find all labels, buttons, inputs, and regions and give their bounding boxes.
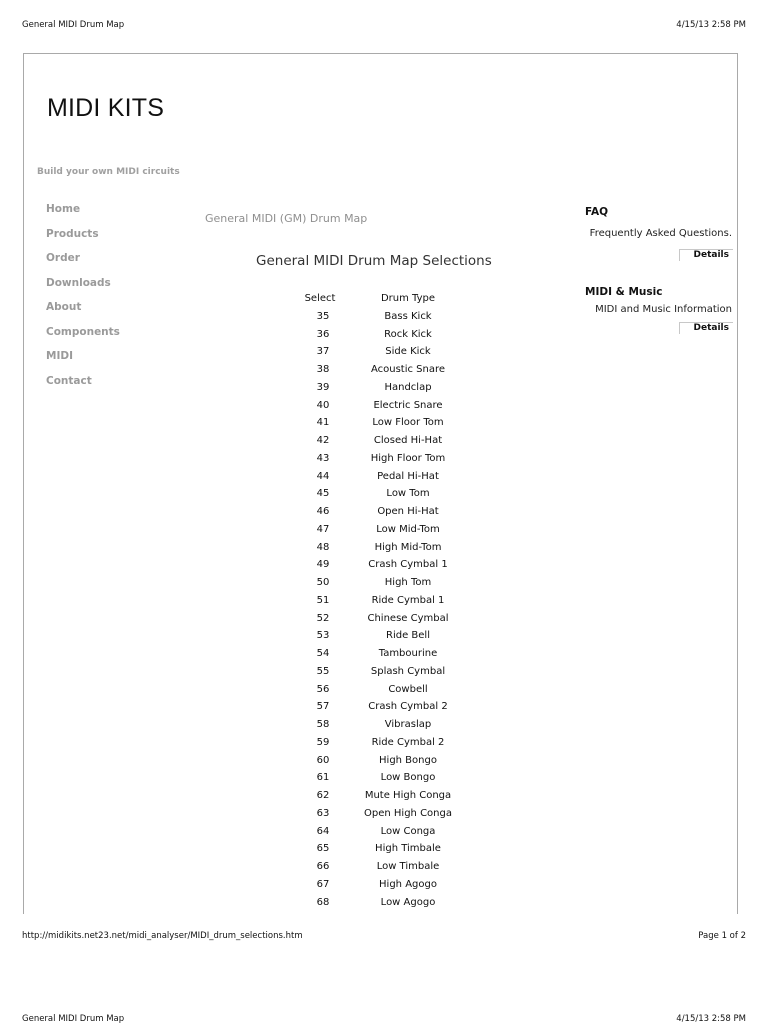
faq-text: Frequently Asked Questions. <box>589 228 732 239</box>
table-row <box>292 681 468 699</box>
drum-map-table <box>292 290 468 911</box>
table-row <box>292 503 468 521</box>
cell-select: 53 <box>316 630 330 642</box>
cell-select: 39 <box>316 381 330 393</box>
cell-drum-type: Side Kick <box>385 346 431 358</box>
cell-drum-type: Vibraslap <box>384 719 432 730</box>
site-tagline: Build your own MIDI circuits <box>37 167 180 177</box>
nav-item-products[interactable]: Products <box>46 227 99 240</box>
cell-select: 57 <box>316 701 330 713</box>
table-row <box>292 521 468 539</box>
page-title: General MIDI (GM) Drum Map <box>205 212 368 225</box>
cell-drum-type: Open High Conga <box>364 807 452 819</box>
table-row <box>292 432 468 450</box>
cell-drum-type: Low Timbale <box>376 861 440 872</box>
table-row <box>292 468 468 486</box>
next-page-header <box>22 1014 746 1026</box>
print-header-title: General MIDI Drum Map <box>22 20 125 30</box>
cell-drum-type: Handclap <box>384 381 432 393</box>
cell-select: 47 <box>316 523 330 535</box>
section-title: General MIDI Drum Map Selections <box>256 253 492 269</box>
next-page-header-title: General MIDI Drum Map <box>22 1014 125 1024</box>
cell-drum-type: Low Bongo <box>380 772 436 784</box>
table-row <box>292 805 468 823</box>
table-row <box>292 610 468 628</box>
table-row <box>292 734 468 752</box>
cell-drum-type: Crash Cymbal 2 <box>368 701 448 713</box>
cell-drum-type: Crash Cymbal 1 <box>368 559 448 571</box>
midi-music-title: MIDI & Music <box>585 286 663 298</box>
sidebar-nav <box>46 202 166 398</box>
cell-drum-type: Tambourine <box>378 648 438 659</box>
table-row <box>292 414 468 432</box>
cell-select: 44 <box>316 470 330 482</box>
table-row <box>292 361 468 379</box>
cell-drum-type: Acoustic Snare <box>370 364 446 375</box>
cell-drum-type: Ride Bell <box>386 630 430 642</box>
cell-select: 54 <box>316 648 330 659</box>
page-frame <box>23 53 738 914</box>
print-footer-page: Page 1 of 2 <box>698 931 746 941</box>
print-header <box>22 20 746 32</box>
cell-select: 61 <box>316 772 330 784</box>
print-footer-url[interactable]: http://midikits.net23.net/midi_analyser/MIDI_drum_selections.htm <box>22 931 303 941</box>
cell-select: 42 <box>316 435 330 446</box>
midi-music-details-button[interactable]: Details <box>679 322 733 334</box>
cell-select: 56 <box>316 683 330 695</box>
table-row <box>292 592 468 610</box>
cell-drum-type: Cowbell <box>388 683 428 695</box>
print-header-datetime: 4/15/13 2:58 PM <box>676 20 746 30</box>
cell-select: 64 <box>316 825 330 837</box>
table-row <box>292 397 468 415</box>
cell-drum-type: High Floor Tom <box>370 452 446 464</box>
table-row <box>292 858 468 876</box>
cell-drum-type: High Bongo <box>379 754 437 766</box>
table-row <box>292 894 468 912</box>
cell-select: 45 <box>316 488 330 500</box>
cell-drum-type: Electric Snare <box>373 399 443 411</box>
cell-select: 37 <box>316 346 330 358</box>
cell-select: 63 <box>316 807 330 819</box>
cell-drum-type: High Agogo <box>379 878 437 890</box>
cell-drum-type: Splash Cymbal <box>370 665 446 677</box>
nav-item-components[interactable]: Components <box>46 325 120 338</box>
cell-select: 48 <box>316 541 330 553</box>
table-row <box>292 823 468 841</box>
cell-drum-type: Ride Cymbal 1 <box>371 594 445 606</box>
table-row <box>292 574 468 592</box>
nav-item-midi[interactable]: MIDI <box>46 350 73 362</box>
cell-select: 68 <box>316 896 330 908</box>
cell-drum-type: Rock Kick <box>384 328 432 340</box>
cell-select: 49 <box>316 559 330 571</box>
table-row <box>292 539 468 557</box>
table-row <box>292 752 468 770</box>
table-row <box>292 343 468 361</box>
cell-drum-type: Low Floor Tom <box>372 417 444 429</box>
cell-drum-type: Pedal Hi-Hat <box>377 470 439 482</box>
cell-drum-type: Chinese Cymbal <box>367 612 449 624</box>
faq-details-button[interactable]: Details <box>679 249 733 261</box>
print-footer <box>22 931 746 943</box>
table-row <box>292 787 468 805</box>
cell-select: 35 <box>316 310 330 322</box>
midi-music-text: MIDI and Music Information <box>595 304 732 315</box>
table-row <box>292 308 468 326</box>
table-row <box>292 379 468 397</box>
nav-item-home[interactable]: Home <box>46 203 81 215</box>
cell-select: 66 <box>316 861 330 872</box>
cell-select: 50 <box>316 577 330 588</box>
cell-drum-type: Open Hi-Hat <box>377 506 439 517</box>
cell-select: 52 <box>316 612 330 624</box>
nav-item-contact[interactable]: Contact <box>46 374 92 387</box>
cell-select: 38 <box>316 364 330 375</box>
cell-select: 46 <box>316 506 330 517</box>
cell-drum-type: Low Tom <box>386 488 430 500</box>
table-row <box>292 876 468 894</box>
cell-select: 65 <box>316 843 330 855</box>
table-header-row <box>292 290 468 308</box>
cell-drum-type: High Timbale <box>375 843 441 855</box>
cell-select: 43 <box>316 452 330 464</box>
nav-item-downloads[interactable]: Downloads <box>46 276 111 289</box>
column-header-select: Select <box>304 293 336 304</box>
faq-title: FAQ <box>585 206 609 218</box>
cell-select: 62 <box>316 790 330 801</box>
table-row <box>292 716 468 734</box>
table-row <box>292 840 468 858</box>
cell-select: 40 <box>316 399 330 411</box>
cell-drum-type: Low Mid-Tom <box>376 523 440 535</box>
table-row <box>292 663 468 681</box>
cell-select: 59 <box>316 736 330 748</box>
cell-drum-type: High Mid-Tom <box>374 541 442 553</box>
table-row <box>292 627 468 645</box>
cell-drum-type: Ride Cymbal 2 <box>371 736 445 748</box>
table-row <box>292 326 468 344</box>
cell-drum-type: Bass Kick <box>384 310 432 322</box>
faq-box <box>574 206 734 276</box>
table-row <box>292 769 468 787</box>
cell-select: 41 <box>316 417 330 429</box>
site-title[interactable]: MIDI KITS <box>47 94 165 122</box>
nav-item-about[interactable]: About <box>46 301 82 313</box>
cell-drum-type: Closed Hi-Hat <box>373 435 443 446</box>
cell-drum-type: Low Conga <box>380 825 436 837</box>
next-page-header-datetime: 4/15/13 2:58 PM <box>676 1014 746 1024</box>
cell-select: 58 <box>316 719 330 730</box>
cell-select: 60 <box>316 754 330 766</box>
cell-drum-type: Low Agogo <box>380 896 436 908</box>
midi-music-box <box>574 286 734 356</box>
table-row <box>292 450 468 468</box>
nav-item-order[interactable]: Order <box>46 252 80 264</box>
cell-select: 55 <box>316 665 330 677</box>
column-header-drum-type: Drum Type <box>380 293 436 304</box>
table-row <box>292 645 468 663</box>
drum-table-body <box>292 308 468 912</box>
table-row <box>292 698 468 716</box>
cell-select: 67 <box>316 878 330 890</box>
cell-select: 36 <box>316 328 330 340</box>
cell-select: 51 <box>316 594 330 606</box>
table-row <box>292 556 468 574</box>
cell-drum-type: Mute High Conga <box>364 790 452 801</box>
cell-drum-type: High Tom <box>384 577 432 588</box>
table-row <box>292 485 468 503</box>
